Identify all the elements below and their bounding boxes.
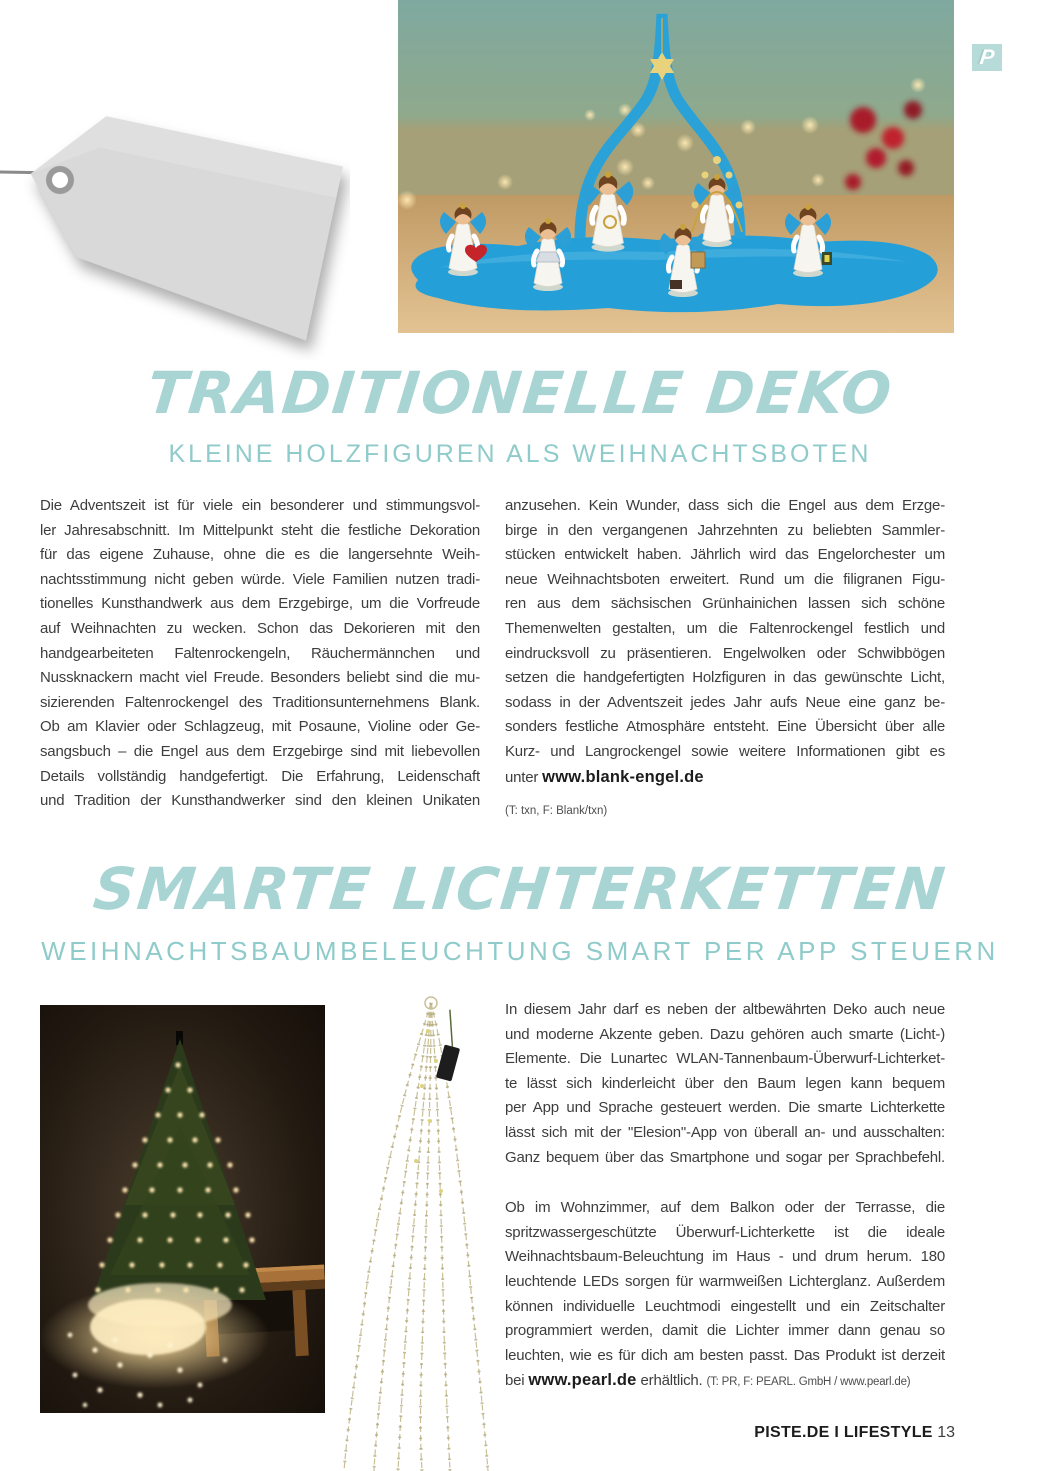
text-line: anzusehen. Kein Wunder, dass sich die Engel aus dem Erzge- — [505, 497, 945, 514]
text-line: te lässt sich kinderleicht über den Baum legen kann bequem — [505, 1074, 945, 1092]
text-line: ren aus dem sächsischen Grünhainichen lassen sich schöne — [505, 595, 945, 613]
text-line: Details vollständig handgefertigt. Die Erfahrung, Leidenschaft — [40, 767, 480, 785]
text-line: eindrucksvoll zu präsentieren. Engelwolken oder Schwibbögen — [505, 644, 945, 662]
text-line: sonders festliche Atmosphäre entsteht. Eine Übersicht über alle — [505, 718, 945, 736]
tiara-icon — [536, 252, 560, 262]
text-line: handgearbeiteten Faltenrockengeln, Räuchermännchen und — [40, 644, 480, 662]
text-line: für das eigene Zuhause, ohne die es die langersehnte Weih- — [40, 546, 480, 564]
piste-logo — [972, 44, 1002, 71]
text-line: Weihnachtsbaum-Beleuchtung im Haus - und drum herum. 180 — [505, 1248, 945, 1266]
pearl-url[interactable]: www.pearl.de — [528, 1371, 637, 1390]
section1-title: TRADITIONELLE DEKO — [143, 359, 897, 427]
text-line: Ob im Wohnzimmer, auf dem Balkon oder der Terrasse, die — [505, 1199, 945, 1217]
text-line: programmiert werden, damit die Lichter immer dann genau so — [505, 1322, 945, 1340]
satchel-icon — [670, 280, 682, 289]
text-line: und Tradition der Kunsthandwerker sind den kleinen Unikaten — [40, 792, 480, 810]
text-line: In diesem Jahr darf es neben der altbewährten Deko auch neue — [505, 1001, 945, 1018]
text-line: sodass in der Adventszeit jedes Jahr aufs Neue eine ganz be- — [505, 693, 945, 711]
text-line: sangsbuch – die Engel aus dem Erzgebirge sind mit liebevollen — [40, 742, 480, 760]
logo-letter: P — [978, 46, 996, 69]
angel-figurines-photo — [398, 0, 954, 333]
photo-credit-1: (T: txn, F: Blank/txn) — [505, 805, 608, 818]
text-line: Elemente. Die Lunartec WLAN-Tannenbaum-Überwurf-Lichterket- — [505, 1050, 945, 1068]
photo-credit-2: (T: PR, F: PEARL. GmbH / www.pearl.de) — [706, 1376, 911, 1389]
gift-box-icon — [691, 252, 705, 268]
text-line: birge in den vergangenen Jahrzehnten zu beliebten Sammler- — [505, 521, 945, 539]
text-line: Ob am Klavier oder Schlagzeug, mit Posaune, Violine oder Ge- — [40, 718, 480, 736]
blank-link-line — [505, 765, 945, 791]
footer — [754, 1424, 955, 1442]
text-line: sizierenden Faltenrockengel des Traditionsunternehmens Blank. — [40, 693, 480, 711]
pearl-link-line — [505, 1368, 945, 1395]
link-suffix: erhältlich. — [636, 1372, 707, 1390]
text-line: auf Weihnachten zu wecken. Schon das Dekorieren mit den — [40, 619, 480, 637]
tag-eyelet — [47, 167, 73, 193]
text-line: spritzwassergeschützte Überwurf-Lichterkette ist die ideale — [505, 1223, 945, 1241]
section2-subtitle: WEIHNACHTSBAUMBELEUCHTUNG SMART PER APP STEUERN — [41, 936, 999, 966]
text-line: ler Jahresabschnitt. Im Mittelpunkt steht die festliche Dekoration — [40, 521, 480, 539]
text-line: Ganz bequem über das Smartphone und sogar per Sprachbefehl. — [505, 1148, 945, 1166]
christmas-tree-photo — [40, 1005, 325, 1413]
section2-title: SMARTE LICHTERKETTEN — [90, 855, 950, 923]
text-line: leuchtende LEDs sorgen für warmweißen Lichterglanz. Außerdem — [505, 1272, 945, 1290]
footer-brand: PISTE.DE I LIFESTYLE — [754, 1424, 933, 1441]
text-line: Nussknackern macht viel Freude. Besonders beliebt sind die mu- — [40, 669, 480, 687]
text-line: leuchten, wie es für dich am besten passt. Das Produkt ist derzeit — [505, 1346, 945, 1364]
text-line: per App und Sprache gesteuert werden. Die smarte Lichterkette — [505, 1099, 945, 1117]
text-line: stücken entwickelt haben. Jährlich wird das Engelorchester um — [505, 546, 945, 564]
text-column-right — [505, 494, 945, 824]
text-line: Die Adventszeit ist für viele ein besonderer und stimmungsvol- — [40, 497, 480, 514]
text-line: können individuelle Leuchtmodi eingestellt und ein Zeitschalter — [505, 1297, 945, 1315]
text-line: Kurz- und Langrockengel sowie weitere Informationen gibt es — [505, 742, 945, 760]
footer-page-number: 13 — [937, 1424, 955, 1441]
light-chain-image — [326, 991, 510, 1471]
text-line: neue Weihnachtsboten erweitert. Rund um die filigranen Figu- — [505, 570, 945, 588]
link-prefix: unter — [505, 768, 543, 786]
gift-tag — [0, 80, 350, 360]
text-line: tionelles Kunsthandwerk aus dem Erzgebirge, um die Vorfreude — [40, 595, 480, 613]
blank-url[interactable]: www.blank-engel.de — [542, 767, 704, 786]
text-line: setzen die handgefertigten Holzfiguren in das gewünschte Licht, — [505, 669, 945, 687]
text-line: nachtsstimmung nicht geben würde. Viele Familien nutzen tradi- — [40, 570, 480, 588]
text-line: und moderne Akzente geben. Dazu gehören auch smarte (Licht-) — [505, 1025, 945, 1043]
text-column-left — [40, 494, 480, 814]
text-line: Themenwelten gestalten, um die Faltenrockengel festlich und — [505, 619, 945, 637]
section2-text — [505, 998, 945, 1395]
text-line: lässt sich mit der "Elesion"-App von überall an- und ausschalten: — [505, 1123, 945, 1141]
link-prefix: bei — [505, 1372, 529, 1390]
section1-subtitle: KLEINE HOLZFIGUREN ALS WEIHNACHTSBOTEN — [168, 440, 872, 468]
